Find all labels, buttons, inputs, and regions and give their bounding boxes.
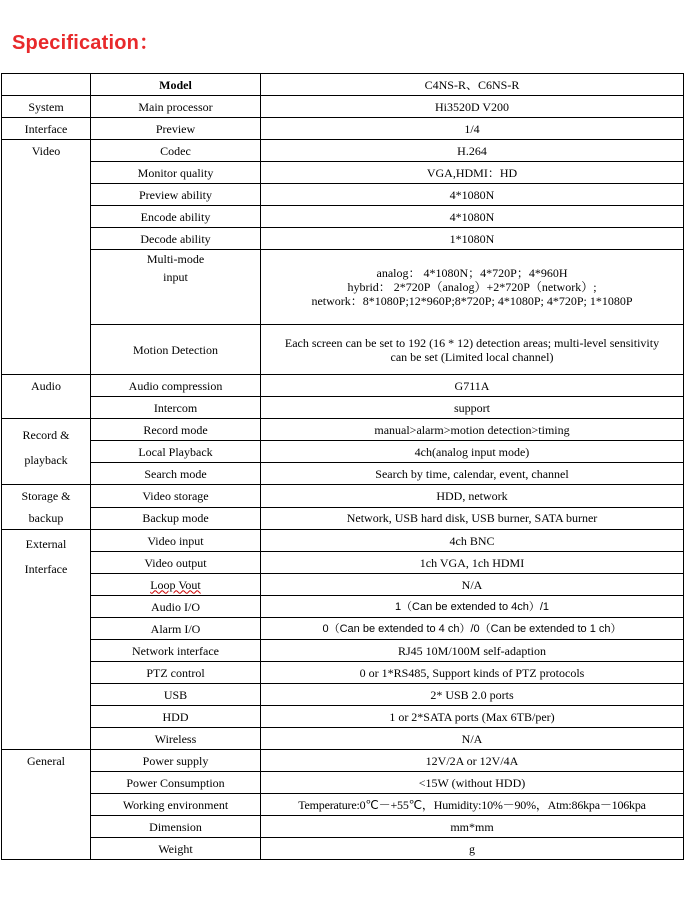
page-title: Specification：: [12, 32, 160, 54]
row-value: 1 or 2*SATA ports (Max 6TB/per): [261, 706, 684, 728]
table-row: [2, 228, 684, 250]
table-row: [2, 250, 684, 325]
table-row: [2, 750, 684, 772]
table-row: [2, 838, 684, 860]
row-value: 2* USB 2.0 ports: [261, 684, 684, 706]
label-line: Multi-mode: [146, 252, 205, 266]
table-row: [2, 684, 684, 706]
table-row: [2, 507, 684, 530]
table-row: [2, 118, 684, 140]
row-value: 4ch BNC: [261, 530, 684, 552]
table-row: [2, 206, 684, 228]
table-row: [2, 530, 684, 552]
row-value: 12V/2A or 12V/4A: [261, 750, 684, 772]
row-value: 1*1080N: [261, 228, 684, 250]
row-value: 0（Can be extended to 4 ch）/0（Can be extended to 1 ch）: [261, 618, 684, 640]
table-row: [2, 728, 684, 750]
row-label: PTZ control: [91, 662, 261, 684]
table-row: [2, 772, 684, 794]
table-row: [2, 640, 684, 662]
row-label: Network interface: [91, 640, 261, 662]
row-label: Backup mode: [91, 507, 261, 530]
row-value: HDD, network: [261, 485, 684, 508]
table-row: [2, 375, 684, 397]
row-label: Main processor: [91, 96, 261, 118]
value-line: Each screen can be set to 192 (16 * 12) detection areas; multi-level sensitivity: [284, 335, 660, 350]
row-label: Codec: [91, 140, 261, 162]
row-label: Working environment: [91, 794, 261, 816]
row-value: Network, USB hard disk, USB burner, SATA burner: [261, 507, 684, 530]
model-label: Model: [91, 74, 261, 96]
row-label: Weight: [91, 838, 261, 860]
value-line: hybrid： 2*720P（analog）+2*720P（network）;: [347, 280, 597, 294]
row-label: Intercom: [91, 397, 261, 419]
empty-header-cell: [2, 74, 91, 96]
row-value: 0 or 1*RS485, Support kinds of PTZ protocols: [261, 662, 684, 684]
row-value: 1（Can be extended to 4ch）/1: [261, 596, 684, 618]
label-line: input: [163, 270, 188, 284]
row-value: [261, 250, 684, 325]
category-interface: Interface: [2, 118, 91, 140]
row-label: Encode ability: [91, 206, 261, 228]
value-line: network：8*1080P;12*960P;8*720P; 4*1080P; 4*720P; 1*1080P: [311, 294, 633, 308]
table-row: [2, 419, 684, 441]
row-value: 4ch(analog input mode): [261, 441, 684, 463]
row-label: Local Playback: [91, 441, 261, 463]
category-external-interface: [2, 530, 91, 750]
table-row: [2, 140, 684, 162]
row-label: USB: [91, 684, 261, 706]
row-value: 4*1080N: [261, 184, 684, 206]
row-value: Hi3520D V200: [261, 96, 684, 118]
row-label: Power Consumption: [91, 772, 261, 794]
row-value: Temperature:0℃－+55℃，Humidity:10%－90%，Atm:86kpa－106kpa: [261, 794, 684, 816]
table-row: [2, 596, 684, 618]
row-label: [91, 250, 261, 325]
row-value: 1ch VGA, 1ch HDMI: [261, 552, 684, 574]
row-value: VGA,HDMI：HD: [261, 162, 684, 184]
table-row: [2, 574, 684, 596]
row-label: [91, 574, 261, 596]
table-row: [2, 96, 684, 118]
row-value: G711A: [261, 375, 684, 397]
row-label: Video output: [91, 552, 261, 574]
category-video: Video: [2, 140, 91, 375]
row-label: Dimension: [91, 816, 261, 838]
row-label: Video storage: [91, 485, 261, 508]
table-header-row: [2, 74, 684, 96]
category-line: playback: [24, 453, 68, 467]
table-row: [2, 794, 684, 816]
category-line: Storage &: [21, 489, 71, 503]
row-label: Audio compression: [91, 375, 261, 397]
specification-table: [1, 73, 684, 860]
row-label: Motion Detection: [91, 325, 261, 375]
category-line: External: [25, 537, 67, 551]
category-system: System: [2, 96, 91, 118]
row-label: Video input: [91, 530, 261, 552]
table-row: [2, 397, 684, 419]
table-row: [2, 463, 684, 485]
row-label: HDD: [91, 706, 261, 728]
category-audio: Audio: [2, 375, 91, 419]
row-label: Preview: [91, 118, 261, 140]
row-label: Record mode: [91, 419, 261, 441]
row-value: 1/4: [261, 118, 684, 140]
row-value: g: [261, 838, 684, 860]
category-line: Interface: [24, 562, 68, 576]
table-row: [2, 485, 684, 508]
table-row: [2, 662, 684, 684]
category-record-playback: [2, 419, 91, 485]
table-row: [2, 162, 684, 184]
row-label: Preview ability: [91, 184, 261, 206]
row-label: Decode ability: [91, 228, 261, 250]
row-label: Alarm I/O: [91, 618, 261, 640]
row-label: Search mode: [91, 463, 261, 485]
category-storage-backup: [2, 485, 91, 530]
loop-vout-label: Loop Vout: [150, 577, 201, 592]
row-value: support: [261, 397, 684, 419]
row-value: 4*1080N: [261, 206, 684, 228]
row-value: <15W (without HDD): [261, 772, 684, 794]
row-value: H.264: [261, 140, 684, 162]
table-row: [2, 325, 684, 375]
row-label: Wireless: [91, 728, 261, 750]
value-line: analog： 4*1080N；4*720P；4*960H: [376, 266, 568, 280]
row-label: Audio I/O: [91, 596, 261, 618]
row-value: N/A: [261, 574, 684, 596]
table-row: [2, 552, 684, 574]
category-general: General: [2, 750, 91, 860]
table-row: [2, 441, 684, 463]
row-label: Monitor quality: [91, 162, 261, 184]
category-line: Record &: [22, 428, 70, 442]
table-row: [2, 816, 684, 838]
value-line: can be set (Limited local channel): [390, 349, 554, 364]
row-label: Power supply: [91, 750, 261, 772]
table-row: [2, 618, 684, 640]
category-line: backup: [28, 511, 64, 525]
row-value: Search by time, calendar, event, channel: [261, 463, 684, 485]
table-row: [2, 706, 684, 728]
row-value: mm*mm: [261, 816, 684, 838]
model-value: C4NS-R、C6NS-R: [261, 74, 684, 96]
row-value: [261, 325, 684, 375]
row-value: manual>alarm>motion detection>timing: [261, 419, 684, 441]
row-value: RJ45 10M/100M self-adaption: [261, 640, 684, 662]
row-value: N/A: [261, 728, 684, 750]
table-row: [2, 184, 684, 206]
